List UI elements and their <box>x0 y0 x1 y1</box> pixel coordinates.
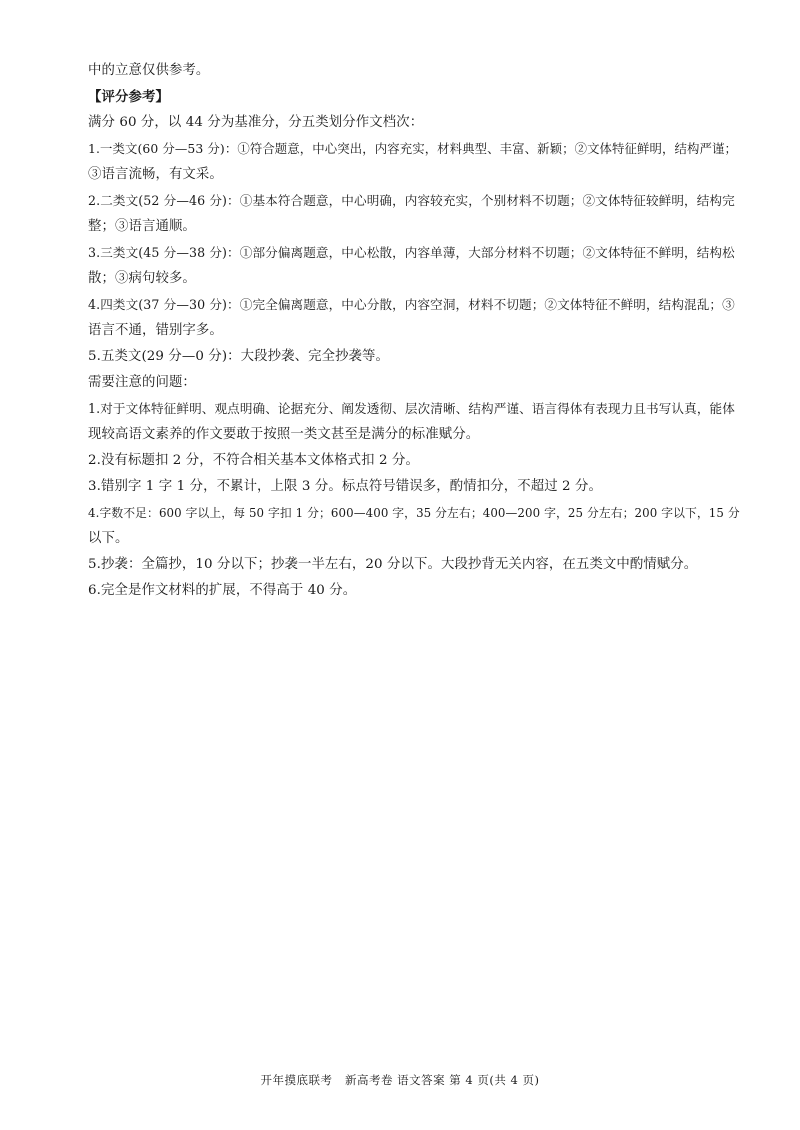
text-line-class-4: 4.四类文(37 分—30 分)：①完全偏离题意，中心分散，内容空洞，材料不切题；②文体特征不鲜明，结构混乱；③ <box>88 297 735 312</box>
text-line-note-4-cont: 以下。 <box>88 531 129 546</box>
document-body <box>88 58 742 604</box>
text-line-class-3-cont: 散；③病句较多。 <box>88 271 196 286</box>
text-line-class-1: 1.一类文(60 分—53 分)：①符合题意，中心突出，内容充实，材料典型、丰富、新颖；②文体特征鲜明，结构严谨； <box>88 141 737 156</box>
text-line-class-1-cont: ③语言流畅，有文采。 <box>88 167 223 182</box>
text-line-class-3: 3.三类文(45 分—38 分)：①部分偏离题意，中心松散，内容单薄，大部分材料不切题；②文体特征不鲜明，结构松 <box>88 245 735 260</box>
text-line-note-3: 3.错别字 1 字 1 分，不累计，上限 3 分。标点符号错误多，酌情扣分，不超过 2 分。 <box>88 479 603 494</box>
text-line-note-5: 5.抄袭：全篇抄，10 分以下；抄袭一半左右，20 分以下。大段抄背无关内容，在五类文中酌情赋分。 <box>88 557 698 572</box>
text-line-note-1: 1.对于文体特征鲜明、观点明确、论据充分、阐发透彻、层次清晰、结构严谨、语言得体有表现力且书写认真，能体 <box>88 401 735 416</box>
text-line-continuation: 中的立意仅供参考。 <box>88 63 210 78</box>
text-line-class-2-cont: 整；③语言通顺。 <box>88 219 196 234</box>
text-line-note-4: 4.字数不足：600 字以上，每 50 字扣 1 分；600—400 字，35 分左右；400—200 字，25 分左右；200 字以下，15 分 <box>88 506 740 520</box>
page-footer: 开年摸底联考 新高考卷 语文答案 第 4 页(共 4 页) <box>260 1073 540 1087</box>
text-line-scoring-intro: 满分 60 分，以 44 分为基准分，分五类划分作文档次： <box>88 115 424 130</box>
text-line-note-6: 6.完全是作文材料的扩展，不得高于 40 分。 <box>88 583 357 598</box>
text-line-class-5: 5.五类文(29 分—0 分)：大段抄袭、完全抄袭等。 <box>88 349 390 364</box>
text-line-notes-heading: 需要注意的问题： <box>88 375 196 390</box>
text-line-class-2: 2.二类文(52 分—46 分)：①基本符合题意，中心明确，内容较充实，个别材料不切题；②文体特征较鲜明，结构完 <box>88 193 735 208</box>
section-heading-scoring-reference: 【评分参考】 <box>88 89 169 105</box>
text-line-class-4-cont: 语言不通，错别字多。 <box>88 323 223 338</box>
text-line-note-1-cont: 现较高语文素养的作文要敢于按照一类文甚至是满分的标准赋分。 <box>88 427 480 442</box>
text-line-note-2: 2.没有标题扣 2 分，不符合相关基本文体格式扣 2 分。 <box>88 453 419 468</box>
